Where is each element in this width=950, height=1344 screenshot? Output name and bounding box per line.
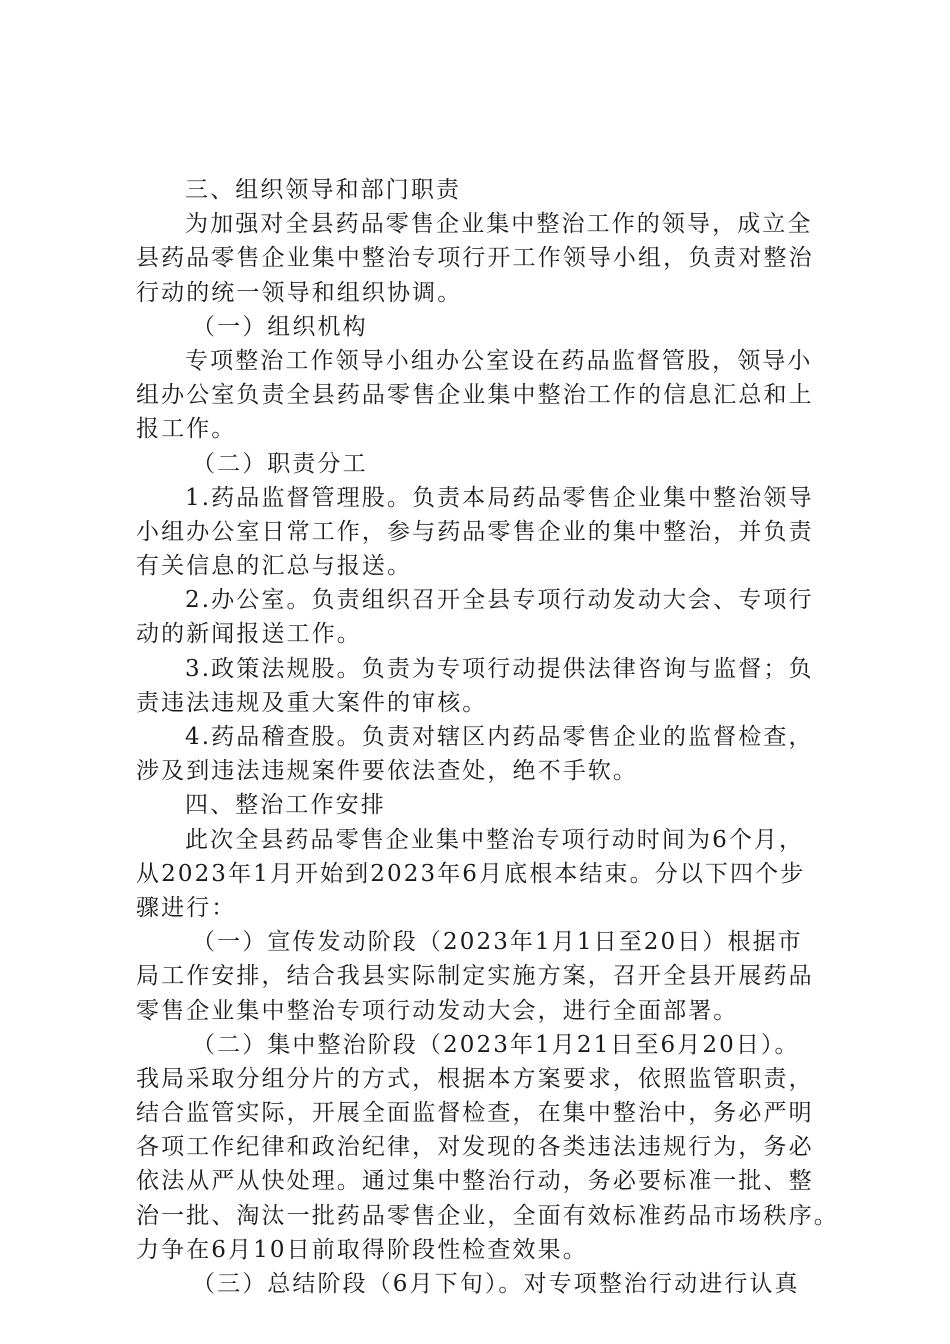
paragraph-line: 骤进行： <box>136 894 237 921</box>
paragraph-line: 各项工作纪律和政治纪律，对发现的各类违法违规行为，务必 <box>136 1134 814 1161</box>
paragraph-line: （二）集中整治阶段（2023年1月21日至6月20日）。 <box>192 1031 800 1058</box>
paragraph-line: 依法从严从快处理。通过集中整治行动，务必要标准一批、整 <box>136 1168 814 1195</box>
section-heading: 四、整治工作安排 <box>185 792 386 819</box>
subsection-heading: （二）职责分工 <box>192 450 368 477</box>
paragraph-line: 县药品零售企业集中整治专项行开工作领导小组，负责对整治 <box>136 245 814 272</box>
paragraph-line: 涉及到违法违规案件要依法查处，绝不手软。 <box>136 758 638 785</box>
paragraph-line: 从2023年1月开始到2023年6月底根本结束。分以下四个步 <box>136 860 806 887</box>
paragraph-line: 组办公室负责全县药品零售企业集中整治工作的信息汇总和上 <box>136 382 814 409</box>
paragraph-line: 治一批、淘汰一批药品零售企业，全面有效标准药品市场秩序。 <box>136 1202 839 1229</box>
paragraph-line: （一）宣传发动阶段（2023年1月1日至20日）根据市 <box>192 929 803 956</box>
paragraph-line: 4.药品稽查股。负责对辖区内药品零售企业的监督检查， <box>185 724 814 750</box>
paragraph-line: 报工作。 <box>136 416 237 443</box>
paragraph-line: 3.政策法规股。负责为专项行动提供法律咨询与监督；负 <box>185 655 814 682</box>
paragraph-line: 此次全县药品零售企业集中整治专项行动时间为6个月， <box>185 826 805 853</box>
paragraph-line: 我局采取分组分片的方式，根据本方案要求，依照监管职责， <box>136 1065 814 1092</box>
paragraph-line: 责违法违规及重大案件的审核。 <box>136 689 488 716</box>
paragraph-line: 力争在6月10日前取得阶段性检查效果。 <box>136 1236 588 1263</box>
paragraph-line: 有关信息的汇总与报送。 <box>136 553 413 580</box>
document-body <box>136 173 839 1301</box>
paragraph-line: 结合监管实际，开展全面监督检查，在集中整治中，务必严明 <box>136 1100 814 1127</box>
paragraph-line: 动的新闻报送工作。 <box>136 621 362 648</box>
paragraph-line: 零售企业集中整治专项行动发动大会，进行全面部署。 <box>136 997 739 1024</box>
section-heading: 三、组织领导和部门职责 <box>185 177 462 203</box>
paragraph-line: 局工作安排，结合我县实际制定实施方案，召开全县开展药品 <box>136 963 814 990</box>
paragraph-line: 为加强对全县药品零售企业集中整治工作的领导，成立全 <box>185 211 813 238</box>
paragraph-line: 1.药品监督管理股。负责本局药品零售企业集中整治领导 <box>185 484 814 511</box>
paragraph-line: 行动的统一领导和组织协调。 <box>136 279 463 306</box>
subsection-heading: （一）组织机构 <box>192 313 368 340</box>
paragraph-line: （三）总结阶段（6月下旬）。对专项整治行动进行认真 <box>192 1271 800 1297</box>
paragraph-line: 专项整治工作领导小组办公室设在药品监督管股，领导小 <box>185 347 813 374</box>
paragraph-line: 2.办公室。负责组织召开全县专项行动发动大会、专项行 <box>185 587 814 614</box>
paragraph-line: 小组办公室日常工作，参与药品零售企业的集中整治，并负责 <box>136 518 814 545</box>
